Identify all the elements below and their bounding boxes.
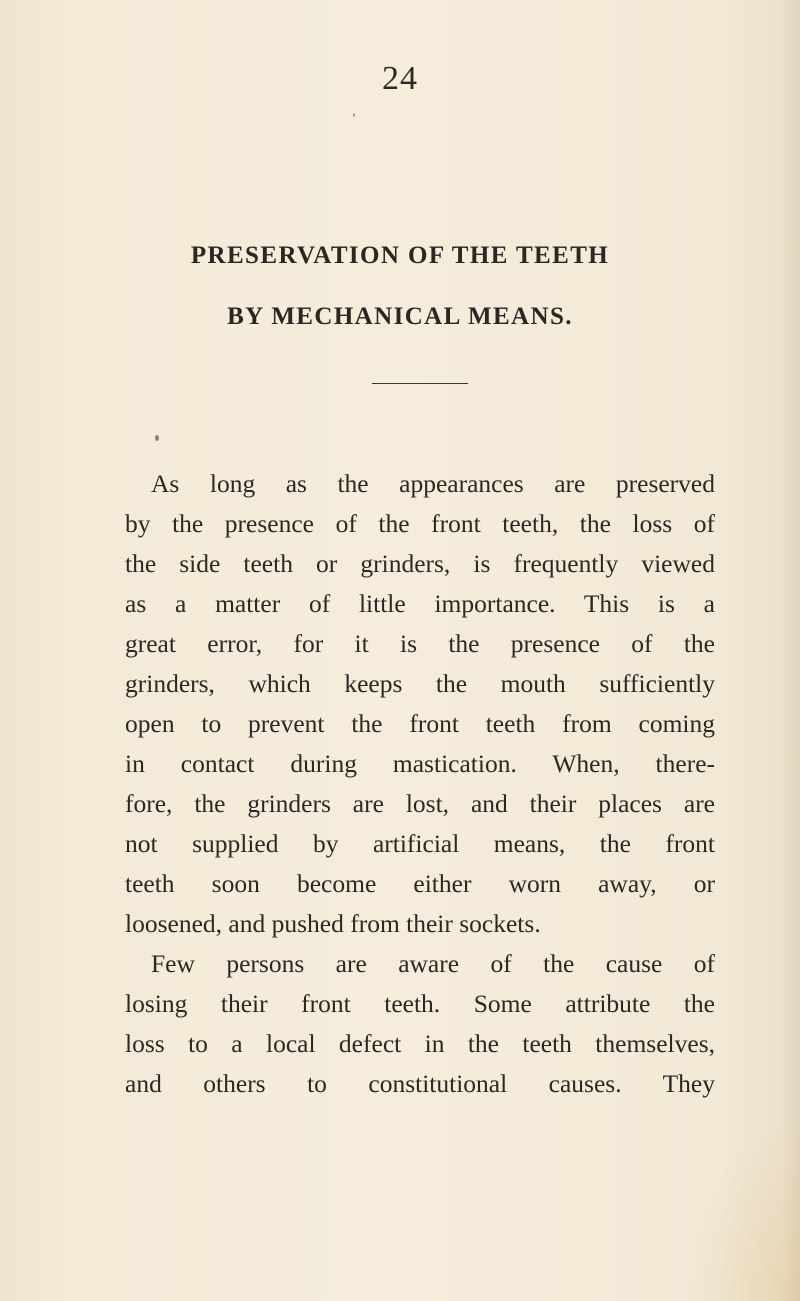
chapter-title-line-2: BY MECHANICAL MEANS. <box>227 303 573 330</box>
chapter-title-line-1: PRESERVATION OF THE TEETH <box>190 242 610 269</box>
page-edge-shadow <box>782 0 800 1301</box>
text-line: losing their front teeth. Some attribute the <box>125 989 715 1018</box>
text-line: as a matter of little importance. This is a <box>125 589 715 618</box>
text-line: grinders, which keeps the mouth sufficiently <box>125 669 715 698</box>
text-line: great error, for it is the presence of the <box>125 629 715 658</box>
text-line: Few persons are aware of the cause of <box>151 949 715 978</box>
page-number: 24 <box>382 60 418 97</box>
ink-speck <box>353 113 355 117</box>
text-line: loosened, and pushed from their sockets. <box>125 909 541 938</box>
text-line: the side teeth or grinders, is frequently viewed <box>125 549 715 578</box>
text-line: As long as the appearances are preserved <box>151 469 715 498</box>
title-divider <box>372 383 468 384</box>
text-line: fore, the grinders are lost, and their places are <box>125 789 715 818</box>
paper-stain <box>680 1121 800 1301</box>
text-line: not supplied by artificial means, the front <box>125 829 715 858</box>
text-line: loss to a local defect in the teeth themselves, <box>125 1029 715 1058</box>
body-text <box>125 464 715 1104</box>
text-line: by the presence of the front teeth, the loss of <box>125 509 715 538</box>
text-line: and others to constitutional causes. They <box>125 1069 715 1098</box>
text-line: teeth soon become either worn away, or <box>125 869 715 898</box>
ink-speck <box>155 435 159 441</box>
text-line: open to prevent the front teeth from coming <box>125 709 715 738</box>
text-line: in contact during mastication. When, there- <box>125 749 715 778</box>
